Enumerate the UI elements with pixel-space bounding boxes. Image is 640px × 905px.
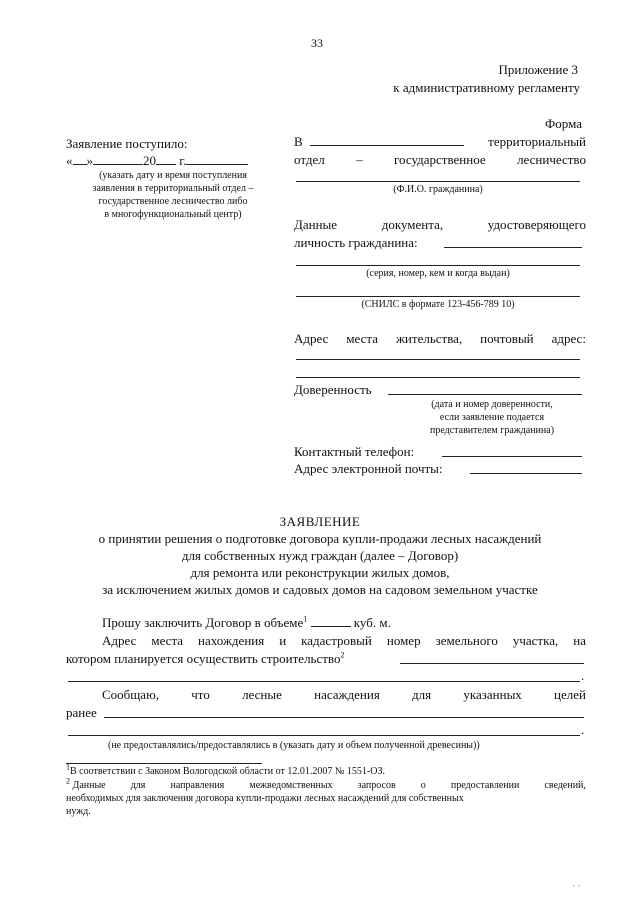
address-word-4: почтовый (480, 331, 534, 346)
footnote-1-text: В соответствии с Законом Вологодской области от 12.01.2007 № 1551-ОЗ. (70, 766, 385, 777)
address-word-2: места (346, 331, 379, 346)
email-field[interactable] (470, 473, 582, 474)
date-quote-open: « (66, 153, 73, 168)
doc-word-1: Данные (294, 217, 338, 232)
date-quote-close: » (86, 153, 93, 168)
inform-word-1: Сообщаю, (102, 687, 160, 702)
plot-address-field-2[interactable] (68, 681, 580, 682)
footnote-2-line-2: необходимых для заключения договора купли-продажи лесных насаждений для собственных (66, 793, 464, 804)
address-field-2[interactable] (296, 377, 580, 378)
received-note-line-2: заявления в территориальный отдел – (92, 183, 254, 194)
doc-field-1[interactable] (444, 247, 582, 248)
inform-period: . (581, 722, 585, 737)
power-caption-line-3: представителем гражданина) (429, 425, 555, 436)
fn2-word-1: Данные (72, 780, 106, 791)
plot-word-3: нахождения (198, 633, 265, 648)
snils-caption: (СНИЛС в формате 123-456-789 10) (361, 299, 515, 310)
address-word-3: жительства, (395, 331, 463, 346)
plot-word-9: на (573, 633, 586, 648)
email-label: Адрес электронной почты: (294, 461, 443, 476)
fn2-word-5: запросов (357, 780, 396, 791)
appendix-line-1: Приложение 3 (498, 62, 578, 77)
plot-word-8: участка, (512, 633, 559, 648)
address-row (294, 331, 586, 347)
request-suffix: куб. м. (353, 615, 391, 630)
doc-row-2-label: личность гражданина: (294, 235, 418, 250)
year-prefix: 20 (143, 153, 156, 168)
footnote-2-line-1 (66, 776, 586, 791)
plot-address-row-2 (66, 651, 345, 667)
power-caption (404, 398, 580, 437)
received-note-line-1: (указать дату и время поступления (99, 170, 247, 181)
plot-word-6: номер (386, 633, 421, 648)
word-otdel: отдел (294, 152, 325, 167)
plot-address-line-2: котором планируется осуществить строительство (66, 651, 341, 666)
power-caption-line-1: (дата и номер доверенности, (431, 399, 553, 410)
month-field[interactable] (93, 154, 143, 165)
year-suffix: г. (179, 153, 187, 168)
doc-word-2: документа, (381, 217, 444, 232)
footnote-separator (66, 763, 262, 764)
title-line-1: о принятии решения о подготовке договора купли-продажи лесных насаждений (98, 531, 542, 546)
plot-word-5: кадастровый (301, 633, 372, 648)
request-row (102, 615, 391, 631)
footnote-ref-1: 1 (303, 614, 308, 624)
addressee-suffix: территориальный (488, 134, 586, 149)
fio-field[interactable] (296, 181, 580, 182)
fn2-word-6: о (420, 780, 426, 791)
footnote-2 (66, 776, 586, 817)
inform-word-4: насаждения (314, 687, 380, 702)
inform-word-5: для (412, 687, 432, 702)
inform-word-7: целей (554, 687, 586, 702)
page-number: 33 (311, 36, 323, 50)
year-field[interactable] (156, 154, 176, 165)
address-word-5: адрес: (551, 331, 586, 346)
address-word-1: Адрес (294, 331, 329, 346)
phone-label: Контактный телефон: (294, 444, 415, 459)
footnote-ref-2: 2 (340, 650, 345, 660)
word-gos: государственное (394, 152, 486, 167)
fn2-word-3: направления (170, 780, 225, 791)
footnote-2-num: 2 (66, 776, 70, 786)
plot-word-4: и (279, 633, 287, 648)
word-les: лесничество (517, 152, 586, 167)
volume-field[interactable] (311, 616, 351, 627)
plot-word-2: места (151, 633, 184, 648)
inform-caption: (не предоставлялись/предоставлялись в (указать дату и объем полученной древесины)) (108, 740, 480, 751)
power-field[interactable] (388, 394, 582, 395)
plot-word-7: земельного (435, 633, 498, 648)
word-dash: – (356, 152, 363, 167)
plot-word-1: Адрес (102, 633, 137, 648)
fn2-word-7: предоставлении (450, 780, 520, 791)
snils-field[interactable] (296, 296, 580, 297)
doc-word-3: удостоверяющего (487, 217, 586, 232)
received-note-line-3: государственное лесничество либо (98, 196, 248, 207)
addressee-row-1 (294, 134, 586, 150)
inform-field-2[interactable] (68, 735, 580, 736)
department-field[interactable] (310, 135, 464, 146)
form-label: Форма (545, 116, 582, 131)
doc-caption: (серия, номер, кем и когда выдан) (366, 268, 510, 279)
plot-address-field-1[interactable] (400, 663, 584, 664)
fn2-word-8: сведений, (544, 780, 586, 791)
appendix-line-2: к административному регламенту (393, 80, 580, 95)
time-field[interactable] (186, 154, 248, 165)
power-caption-line-2: если заявление подается (439, 412, 545, 423)
day-field[interactable] (73, 154, 87, 165)
doc-field-2[interactable] (296, 265, 580, 266)
footnote-2-line-3: нужд. (66, 806, 91, 817)
inform-word-6: указанных (463, 687, 522, 702)
inform-field-1[interactable] (104, 717, 584, 718)
plot-address-period: . (581, 668, 585, 683)
addressee-row-2 (294, 152, 586, 168)
received-note (66, 169, 280, 221)
inform-word-2: что (191, 687, 210, 702)
doc-row-1 (294, 217, 586, 233)
fn2-word-2: для (130, 780, 146, 791)
fn2-word-4: межведомственных (249, 780, 333, 791)
corner-mark: · · (572, 882, 581, 892)
inform-earlier: ранее (66, 705, 97, 720)
addressee-prefix: В (294, 134, 303, 149)
received-note-line-4: в многофункциональный центр) (104, 209, 242, 220)
inform-word-3: лесные (242, 687, 282, 702)
footnote-1-num: 1 (66, 762, 70, 772)
power-label: Доверенность (294, 382, 372, 397)
address-field-1[interactable] (296, 359, 580, 360)
title-line-3: для ремонта или реконструкции жилых домов, (190, 565, 450, 580)
fio-caption: (Ф.И.О. гражданина) (393, 184, 483, 195)
received-date-row (66, 153, 248, 169)
footnote-1 (66, 762, 385, 777)
received-label: Заявление поступило: (66, 136, 188, 151)
document-title: ЗАЯВЛЕНИЕ (279, 514, 361, 529)
plot-address-row-1 (102, 633, 586, 649)
request-prefix: Прошу заключить Договор в объеме (102, 615, 304, 630)
title-line-2: для собственных нужд граждан (далее – Договор) (181, 548, 459, 563)
inform-row-1 (102, 687, 586, 703)
title-line-4: за исключением жилых домов и садовых домов на садовом земельном участке (102, 582, 538, 597)
phone-field[interactable] (442, 456, 582, 457)
